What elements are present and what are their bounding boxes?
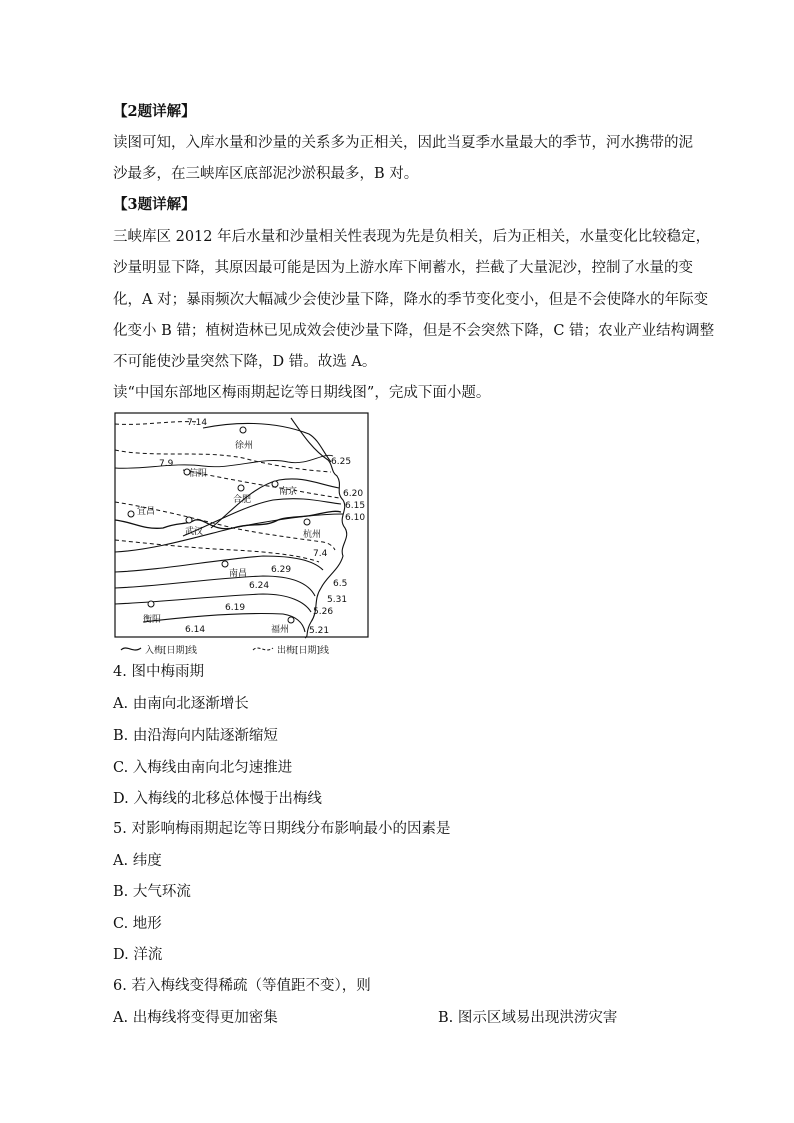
q4-option-a: A. 由南向北逐渐增长 — [113, 696, 249, 712]
city-hengyang: 衡阳 — [143, 615, 162, 625]
q6-stem: 6. 若入梅线变得稀疏（等值距不变），则 — [113, 978, 371, 994]
q3-line-3: 化，A 对；暴雨频次大幅减少会使沙量下降，降水的季节变化变小，但是不会使降水的年际变 — [113, 292, 709, 308]
label-5-26: 5.26 — [313, 607, 334, 617]
q5-stem: 5. 对影响梅雨期起讫等日期线分布影响最小的因素是 — [113, 821, 451, 837]
q3-line-2: 沙量明显下降，其原因最可能是因为上游水库下闸蓄水，拦截了大量泥沙，控制了水量的变 — [113, 260, 693, 276]
q5-option-b: B. 大气环流 — [113, 884, 191, 900]
q2-line-2: 沙最多，在三峡库区底部泥沙淤积最多，B 对。 — [113, 166, 419, 182]
city-yichang: 宜昌 — [137, 507, 156, 517]
q5-option-a: A. 纬度 — [113, 853, 162, 869]
legend-exit-label: 出梅[日期]线 — [277, 646, 330, 656]
q4-option-b: B. 由沿海向内陆逐渐缩短 — [113, 728, 278, 744]
city-xuzhou: 徐州 — [235, 441, 254, 451]
label-6-25: 6.25 — [331, 457, 352, 467]
label-5-21: 5.21 — [309, 626, 330, 636]
q6-option-b: B. 图示区域易出现洪涝灾害 — [438, 1010, 618, 1026]
label-6-10: 6.10 — [345, 513, 366, 523]
legend-entry-label: 入梅[日期]线 — [145, 646, 198, 656]
city-xinyang: 信阳 — [189, 469, 208, 479]
q3-line-4: 化变小 B 错；植树造林已见成效会使沙量下降，但是不会突然下降，C 错；农业产业结构调整 — [113, 323, 715, 339]
q3-line-1: 三峡库区 2012 年后水量和沙量相关性表现为先是负相关，后为正相关，水量变化比较稳定， — [113, 229, 711, 245]
q4-option-c: C. 入梅线由南向北匀速推进 — [113, 760, 293, 776]
q2-heading: 【2题详解】 — [113, 103, 196, 120]
exit-date-lines — [115, 422, 339, 562]
q4-stem: 4. 图中梅雨期 — [113, 664, 204, 680]
label-7-4: 7.4 — [313, 549, 328, 559]
label-6-5: 6.5 — [333, 579, 348, 589]
label-6-20: 6.20 — [343, 489, 364, 499]
legend-entry-line — [121, 648, 141, 650]
map-legend — [121, 644, 329, 656]
coastline — [291, 418, 347, 638]
meiyu-date-line-map — [113, 410, 373, 660]
q6-option-a: A. 出梅线将变得更加密集 — [113, 1010, 278, 1026]
label-7-9: 7.9 — [159, 459, 174, 469]
q3-line-5: 不可能使沙量突然下降，D 错。故选 A。 — [113, 354, 377, 370]
label-6-14: 6.14 — [185, 625, 206, 635]
label-6-29: 6.29 — [271, 565, 292, 575]
q3-heading: 【3题详解】 — [113, 196, 196, 213]
q5-option-c: C. 地形 — [113, 916, 162, 932]
q2-line-1: 读图可知，入库水量和沙量的关系多为正相关，因此当夏季水量最大的季节，河水携带的泥 — [113, 135, 693, 151]
label-5-31: 5.31 — [327, 595, 348, 605]
q5-option-d: D. 洋流 — [113, 947, 163, 963]
city-nanchang: 南昌 — [229, 569, 248, 579]
q4-option-d: D. 入梅线的北移总体慢于出梅线 — [113, 791, 322, 807]
huai-river — [115, 455, 333, 468]
label-6-24: 6.24 — [249, 581, 270, 591]
legend-exit-line — [253, 648, 273, 650]
intro-text: 读“中国东部地区梅雨期起讫等日期线图”，完成下面小题。 — [113, 385, 491, 401]
city-hefei: 合肥 — [233, 495, 252, 505]
label-6-19: 6.19 — [225, 603, 246, 613]
label-7-14: 7.14 — [187, 418, 208, 428]
label-6-15: 6.15 — [345, 501, 366, 511]
city-fuzhou: 福州 — [271, 625, 290, 635]
city-wuhan: 武汉 — [185, 527, 204, 537]
city-nanjing: 南京 — [279, 487, 298, 497]
city-hangzhou: 杭州 — [303, 530, 322, 540]
